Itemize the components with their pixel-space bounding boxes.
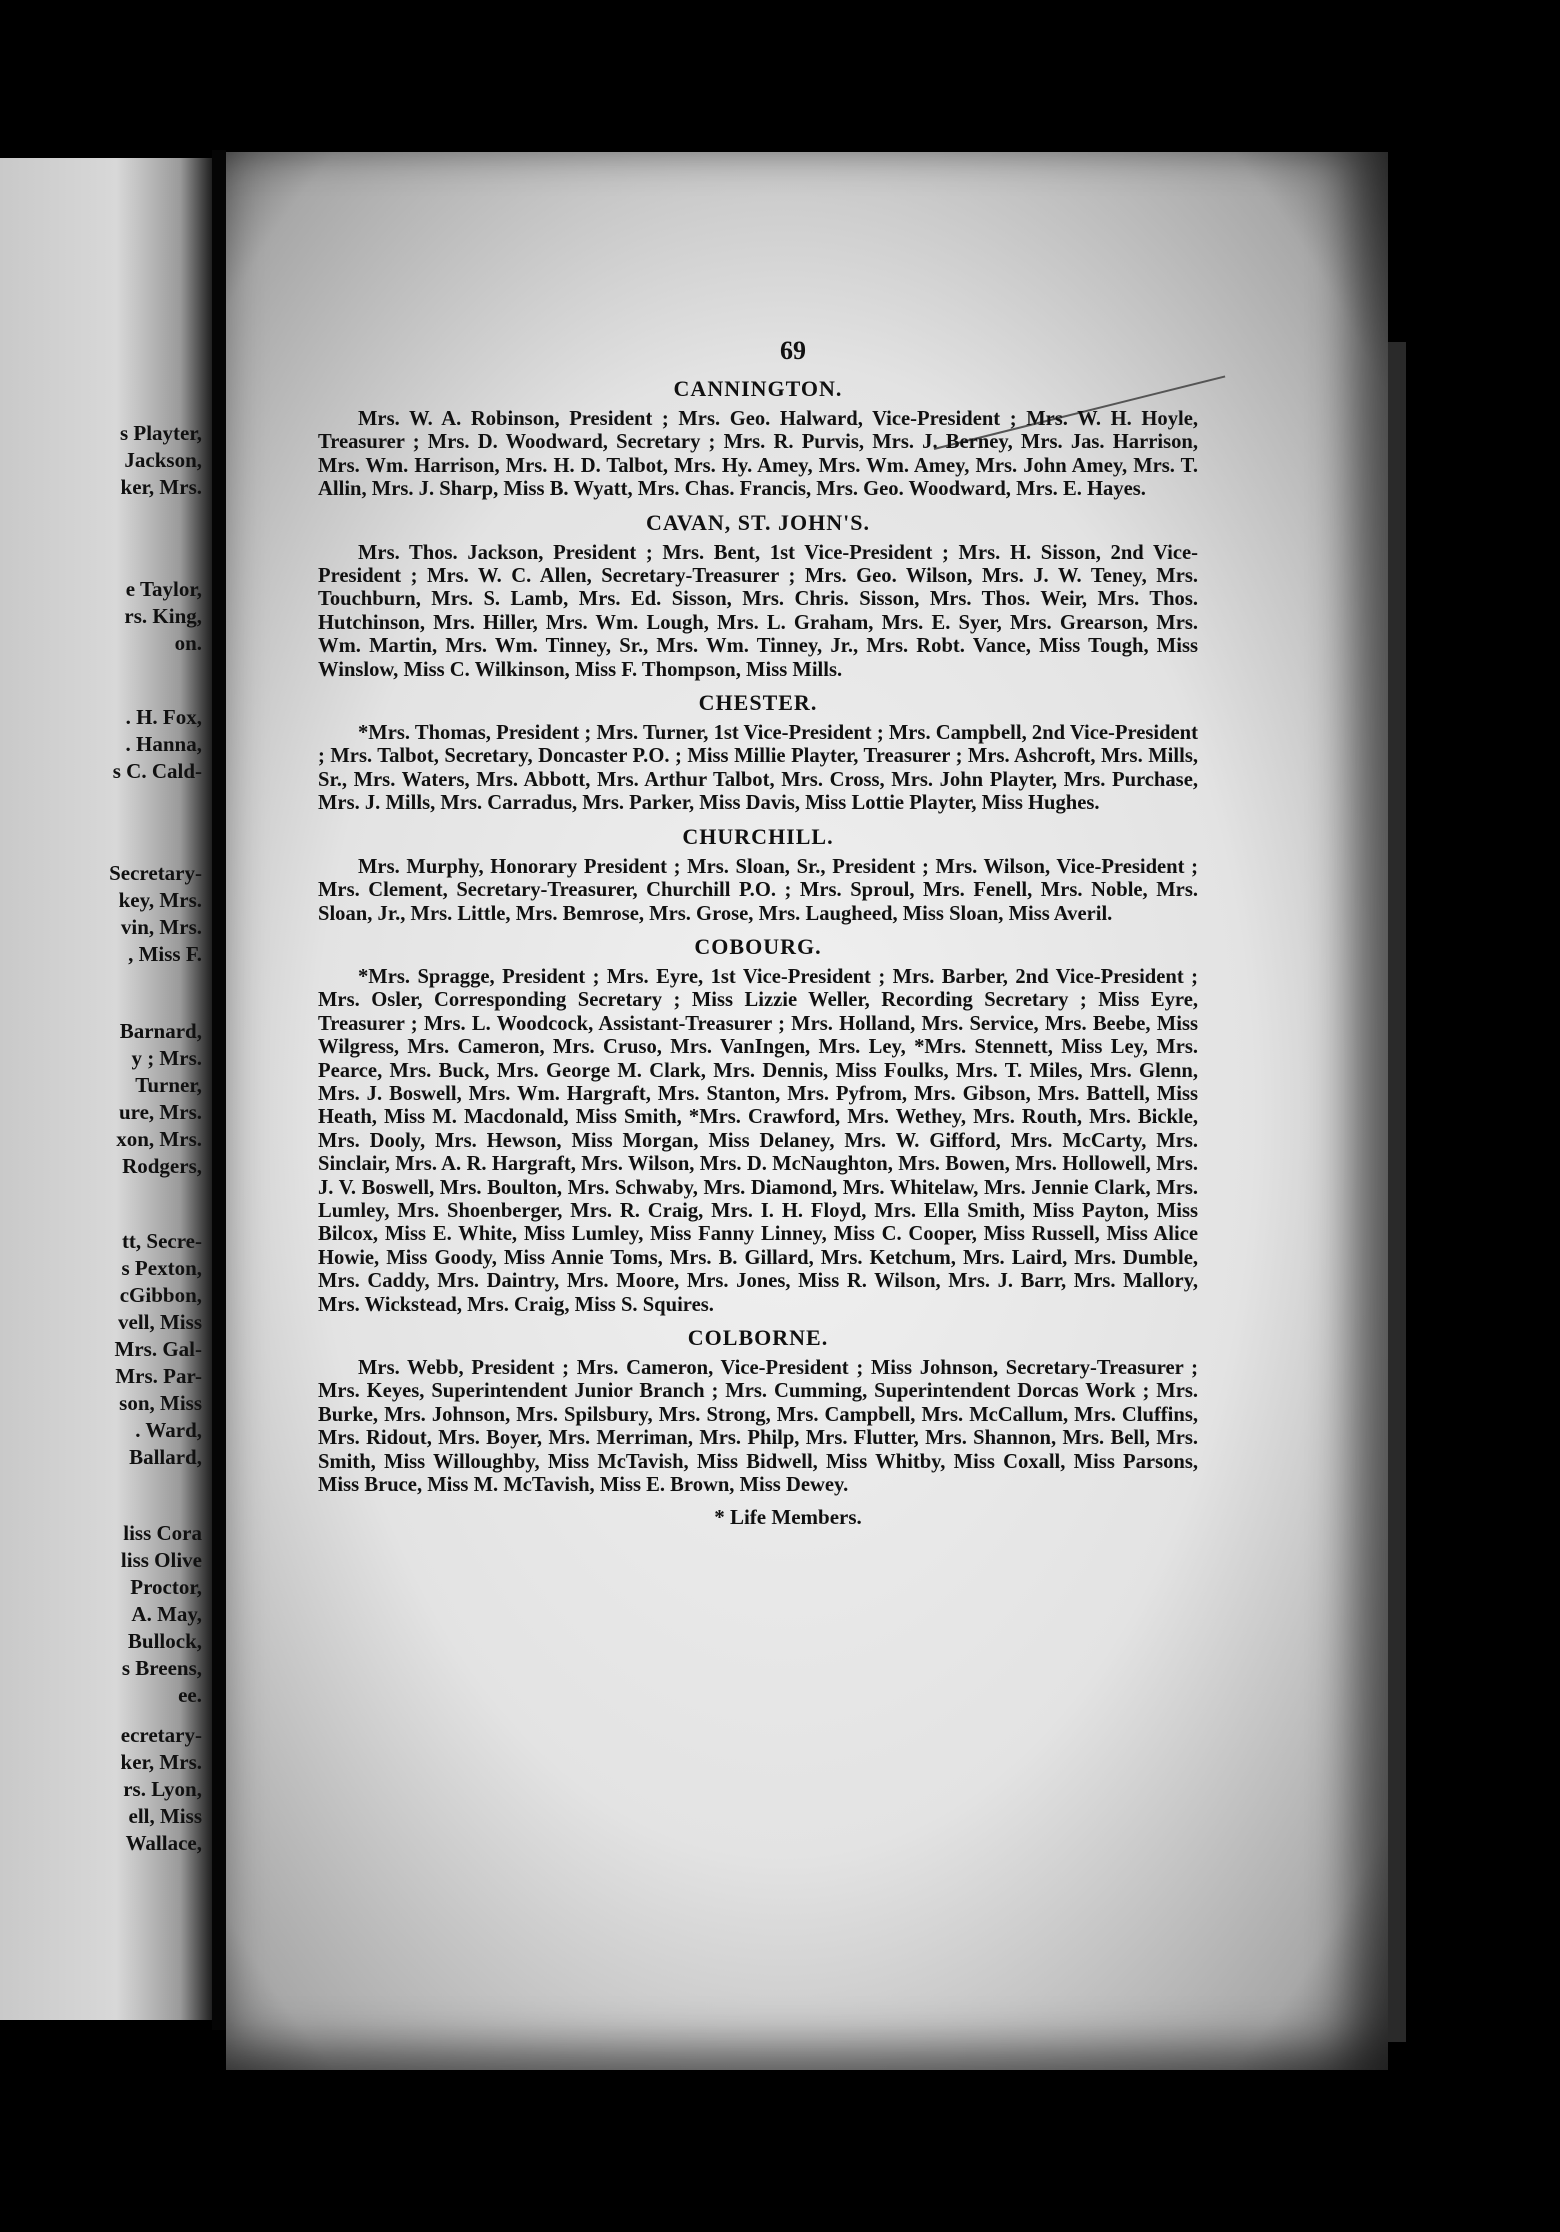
page-stack-edge (1388, 342, 1406, 2042)
left-fragment: . Ward, (135, 1418, 202, 1442)
section-title: CAVAN, ST. JOHN'S. (645, 509, 870, 535)
left-fragment: vin, Mrs. (120, 915, 202, 939)
section-members: *Mrs. Spragge, President ; Mrs. Eyre, 1st Vice-President ; Mrs. Barber, 2nd Vice-President ; Mrs. Osler, Corresponding Secretary ; Miss Lizzie Weller, Recording Secretary ; Miss Eyre, Treasurer ; Mrs. L. Woodcock, Assistant-Treasurer ; Mrs. Holland, Mrs. Service, Mrs. Beebe, Miss Wilgress, Mrs. Cameron, Mrs. Cruso, Mrs. VanIngen, Mrs. Ley, *Mrs. Stennett, Miss Ley, Mrs. Pearce, Mrs. Buck, Mrs. George M. Clark, Mrs. Dennis, Miss Foulks, Mrs. T. Miles, Mrs. Glenn, Mrs. J. Boswell, Mrs. Wm. Hargraft, Mrs. Stanton, Mrs. Pyfrom, Mrs. Gibson, Mrs. Battell, Miss Heath, Miss M. Macdonald, Miss Smith, *Mrs. Crawford, Mrs. Wethey, Mrs. Routh, Mrs. Bickle, Mrs. Dooly, Mrs. Hewson, Miss Morgan, Miss Delaney, Mrs. W. Gifford, Mrs. McCarty, Mrs. Sinclair, Mrs. A. R. Hargraft, Mrs. Wilson, Mrs. D. McNaughton, Mrs. Bowen, Mrs. Hollowell, Mrs. J. V. Boswell, Mrs. Boulton, Mrs. Schwaby, Mrs. Diamond, Mrs. Whitelaw, Mrs. Jennie Clark, Mrs. Lumley, Mrs. Shoenberger, Mrs. R. Craig, Mrs. I. H. Floyd, Mrs. Ella Smith, Miss Payton, Miss Bilcox, Miss E. White, Miss Lumley, Miss Fanny Linney, Miss C. Cooper, Miss Russell, Miss Alice Howie, Miss Goody, Miss Annie Toms, Mrs. B. Gillard, Mrs. Ketchum, Mrs. Laird, Mrs. Dumble, Mrs. Caddy, Mrs. Daintry, Mrs. Moore, Mrs. Jones, Miss R. Wilson, Mrs. J. Barr, Mrs. Mallory, Mrs. Wickstead, Mrs. Craig, Miss S. Squires. (318, 965, 1198, 1316)
left-fragment: ker, Mrs. (120, 475, 202, 499)
section-cavan-st-johns (318, 510, 1198, 682)
left-fragment: y ; Mrs. (131, 1046, 202, 1070)
left-page-edge (0, 158, 212, 2020)
section-members: *Mrs. Thomas, President ; Mrs. Turner, 1st Vice-President ; Mrs. Campbell, 2nd Vice-President ; Mrs. Talbot, Secretary, Doncaster P.O. ; Miss Millie Playter, Treasurer ; Mrs. Ashcroft, Mrs. Mills, Sr., Mrs. Waters, Mrs. Abbott, Mrs. Arthur Talbot, Mrs. Cross, Mrs. John Playter, Mrs. Purchase, Mrs. J. Mills, Mrs. Carradus, Mrs. Parker, Miss Davis, Miss Lottie Playter, Miss Hughes. (318, 722, 1198, 815)
left-fragment: s Breens, (121, 1656, 202, 1680)
left-fragment: A. May, (131, 1602, 202, 1626)
left-fragment: key, Mrs. (118, 888, 202, 912)
left-fragment: Wallace, (125, 1831, 202, 1855)
section-title: COLBORNE. (687, 1325, 829, 1350)
left-fragment: s Playter, (119, 421, 202, 445)
section-members: Mrs. Webb, President ; Mrs. Cameron, Vice-President ; Miss Johnson, Secretary-Treasurer ; Mrs. Keyes, Superintendent Junior Branch ; Mrs. Cumming, Superintendent Dorcas Work ; Mrs. Burke, Mrs. Johnson, Mrs. Spilsbury, Mrs. Strong, Mrs. Campbell, Mrs. McCallum, Mrs. Cluffins, Mrs. Ridout, Mrs. Boyer, Mrs. Merriman, Mrs. Philp, Mrs. Flutter, Mrs. Shannon, Mrs. Bell, Mrs. Smith, Miss Willoughby, Miss McTavish, Miss Bidwell, Miss Whitby, Miss Coxall, Miss Parsons, Miss Bruce, Miss M. McTavish, Miss E. Brown, Miss Dewey. (318, 1357, 1198, 1497)
left-fragment: son, Miss (119, 1391, 202, 1415)
right-page (226, 152, 1388, 2070)
book-gutter (212, 150, 226, 2030)
section-title: CHESTER. (698, 690, 818, 716)
page-content (318, 336, 1198, 1530)
left-fragment: liss Cora (123, 1521, 202, 1545)
left-fragment: Turner, (135, 1073, 202, 1097)
left-fragment: rs. Lyon, (123, 1777, 202, 1801)
left-fragment: , Miss F. (128, 942, 202, 966)
section-colborne (318, 1325, 1198, 1497)
left-fragment: vell, Miss (118, 1310, 202, 1334)
left-fragment: on. (174, 631, 202, 655)
left-fragment: s Pexton, (121, 1256, 202, 1280)
section-title: COBOURG. (694, 933, 822, 959)
section-title: CHURCHILL. (682, 823, 834, 849)
left-fragment: ker, Mrs. (120, 1750, 202, 1774)
page-number: 69 (780, 336, 806, 365)
left-fragment: ee. (178, 1683, 202, 1707)
section-cannington (318, 376, 1198, 502)
section-cobourg (318, 934, 1198, 1317)
section-members: Mrs. Thos. Jackson, President ; Mrs. Bent, 1st Vice-President ; Mrs. H. Sisson, 2nd Vice-President ; Mrs. W. C. Allen, Secretary-Treasurer ; Mrs. Geo. Wilson, Mrs. J. W. Teney, Mrs. Touchburn, Mrs. S. Lamb, Mrs. Ed. Sisson, Mrs. Chris. Sisson, Mrs. Thos. Weir, Mrs. Thos. Hutchinson, Mrs. Hiller, Mrs. Wm. Lough, Mrs. L. Graham, Mrs. E. Syer, Mrs. Grearson, Mrs. Wm. Martin, Mrs. Wm. Tinney, Sr., Mrs. Wm. Tinney, Jr., Mrs. Robt. Vance, Miss Tough, Miss Winslow, Miss C. Wilkinson, Miss F. Thompson, Miss Mills. (318, 541, 1198, 681)
footnote: * Life Members. (714, 1505, 862, 1530)
left-fragment: ell, Miss (128, 1804, 202, 1828)
left-fragment: Ballard, (129, 1445, 202, 1469)
section-members: Mrs. W. A. Robinson, President ; Mrs. Geo. Halward, Vice-President ; Mrs. W. H. Hoyle, Treasurer ; Mrs. D. Woodward, Secretary ; Mrs. R. Purvis, Mrs. J. Berney, Mrs. Jas. Harrison, Mrs. Wm. Harrison, Mrs. H. D. Talbot, Mrs. Hy. Amey, Mrs. Wm. Amey, Mrs. John Amey, Mrs. T. Allin, Mrs. J. Sharp, Miss B. Wyatt, Mrs. Chas. Francis, Mrs. Geo. Woodward, Mrs. E. Hayes. (318, 408, 1198, 501)
section-churchill (318, 824, 1198, 926)
section-members: Mrs. Murphy, Honorary President ; Mrs. Sloan, Sr., President ; Mrs. Wilson, Vice-President ; Mrs. Clement, Secretary-Treasurer, Churchill P.O. ; Mrs. Sproul, Mrs. Fenell, Mrs. Noble, Mrs. Sloan, Jr., Mrs. Little, Mrs. Bemrose, Mrs. Grose, Mrs. Laugheed, Miss Sloan, Miss Averil. (318, 855, 1198, 925)
left-fragment: s C. Cald- (112, 759, 202, 783)
left-fragment: Secretary- (109, 861, 202, 885)
left-fragment: Jackson, (124, 448, 202, 472)
left-fragment: xon, Mrs. (116, 1127, 202, 1151)
left-fragment: ure, Mrs. (118, 1100, 202, 1124)
section-chester (318, 690, 1198, 816)
left-fragment: Mrs. Par- (115, 1364, 202, 1388)
left-fragment: Mrs. Gal- (114, 1337, 202, 1361)
left-fragment: tt, Secre- (121, 1229, 202, 1253)
section-title: CANNINGTON. (673, 376, 843, 401)
left-fragment: Bullock, (127, 1629, 202, 1653)
left-fragment: . H. Fox, (125, 705, 202, 729)
left-fragment: liss Olive (120, 1548, 202, 1572)
left-fragment: Barnard, (119, 1019, 202, 1043)
left-fragment: e Taylor, (125, 577, 202, 601)
left-fragment: . Hanna, (125, 732, 202, 756)
left-fragment: ecretary- (120, 1723, 202, 1747)
left-fragment: cGibbon, (119, 1283, 202, 1307)
left-fragment: Proctor, (130, 1575, 202, 1599)
left-fragment: Rodgers, (122, 1154, 202, 1178)
left-fragment: rs. King, (124, 604, 202, 628)
